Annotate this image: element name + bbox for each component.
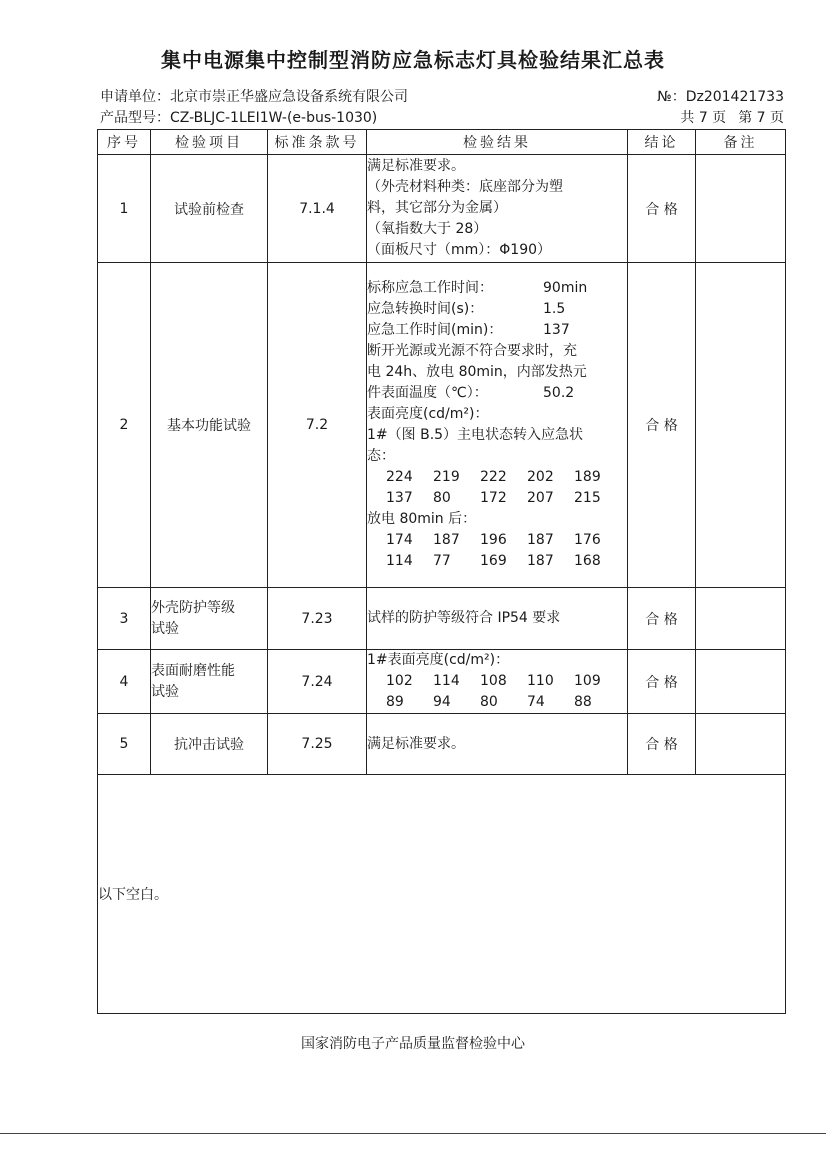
result-line: 满足标准要求。 <box>367 158 465 174</box>
blank-note: 以下空白。 <box>98 775 786 1014</box>
row-no: 3 <box>98 588 151 650</box>
row-clause: 7.23 <box>268 588 367 650</box>
luminance-values: 114 77 169 187 168 <box>386 553 601 569</box>
result-pair: 件表面温度（℃）： 50.2 <box>367 385 575 401</box>
result-line: 1#（图 B.5）主电状态转入应急状 <box>367 427 584 443</box>
total-pages: 共 7 页 <box>680 110 727 126</box>
luminance-values: 89 94 80 74 88 <box>386 694 592 710</box>
header-no: 序号 <box>98 130 151 155</box>
inspection-results-table <box>97 129 786 1014</box>
row-clause: 7.25 <box>268 714 367 775</box>
luminance-label: 1#表面亮度(cd/m²)： <box>367 652 510 668</box>
row-clause: 7.2 <box>268 263 367 588</box>
table-row <box>98 155 786 263</box>
row-conclusion: 合 格 <box>628 155 696 263</box>
row-no: 5 <box>98 714 151 775</box>
row-result <box>367 263 628 588</box>
row-remark <box>696 263 786 588</box>
row-remark <box>696 650 786 714</box>
row-remark <box>696 155 786 263</box>
applicant-unit: 申请单位：北京市崇正华盛应急设备系统有限公司 <box>100 89 408 105</box>
table-row <box>98 714 786 775</box>
luminance-values: 137 80 172 207 215 <box>386 490 601 506</box>
result-pair: 标称应急工作时间： 90min <box>367 280 588 296</box>
luminance-values: 102 114 108 110 109 <box>386 673 601 689</box>
row-item: 表面耐磨性能 试验 <box>151 650 268 714</box>
row-conclusion: 合 格 <box>628 650 696 714</box>
luminance-values: 174 187 196 187 176 <box>386 532 601 548</box>
table-row <box>98 263 786 588</box>
product-model: 产品型号：CZ-BLJC-1LEⅠ1W-(e-bus-1030) <box>100 110 378 126</box>
header-clause: 标准条款号 <box>268 130 367 155</box>
row-remark <box>696 714 786 775</box>
row-conclusion: 合 格 <box>628 588 696 650</box>
header-conclusion: 结论 <box>628 130 696 155</box>
row-item: 试验前检查 <box>151 155 268 263</box>
row-no: 4 <box>98 650 151 714</box>
result-line: 料，其它部分为金属） <box>367 200 507 216</box>
result-line: 态： <box>367 448 395 464</box>
row-result: 满足标准要求。 <box>367 714 628 775</box>
result-pair: 应急工作时间(min)： 137 <box>367 322 570 338</box>
row-item: 外壳防护等级 试验 <box>151 588 268 650</box>
document-title: 集中电源集中控制型消防应急标志灯具检验结果汇总表 <box>161 48 665 72</box>
current-page: 第 7 页 <box>738 110 784 126</box>
page-indicator <box>668 107 784 127</box>
after-discharge-label: 放电 80min 后： <box>367 511 477 527</box>
result-line: （氧指数大于 28） <box>367 221 488 237</box>
row-result: 试样的防护等级符合 IP54 要求 <box>367 588 628 650</box>
table-row <box>98 588 786 650</box>
table-row <box>98 650 786 714</box>
result-line: 断开光源或光源不符合要求时，充 <box>367 343 577 359</box>
luminance-label: 表面亮度(cd/m²)： <box>367 406 489 422</box>
row-clause: 7.1.4 <box>268 155 367 263</box>
table-header-row <box>98 130 786 155</box>
header-item: 检验项目 <box>151 130 268 155</box>
result-line: （面板尺寸（mm）：Φ190） <box>367 242 552 258</box>
report-number: №：Dz201421733 <box>657 89 784 105</box>
row-item: 抗冲击试验 <box>151 714 268 775</box>
row-conclusion: 合 格 <box>628 263 696 588</box>
row-no: 1 <box>98 155 151 263</box>
blank-row <box>98 775 786 1014</box>
issuing-organization: 国家消防电子产品质量监督检验中心 <box>301 1036 525 1052</box>
header-result: 检验结果 <box>367 130 628 155</box>
row-no: 2 <box>98 263 151 588</box>
bottom-divider <box>0 1133 826 1134</box>
result-pair: 应急转换时间(s)： 1.5 <box>367 301 566 317</box>
row-remark <box>696 588 786 650</box>
header-remark: 备注 <box>696 130 786 155</box>
row-result <box>367 650 628 714</box>
luminance-values: 224 219 222 202 189 <box>386 469 601 485</box>
row-conclusion: 合 格 <box>628 714 696 775</box>
row-clause: 7.24 <box>268 650 367 714</box>
result-line: （外壳材料种类：底座部分为塑 <box>367 179 563 195</box>
row-result <box>367 155 628 263</box>
row-item: 基本功能试验 <box>151 263 268 588</box>
result-line: 电 24h、放电 80min，内部发热元 <box>367 364 587 380</box>
